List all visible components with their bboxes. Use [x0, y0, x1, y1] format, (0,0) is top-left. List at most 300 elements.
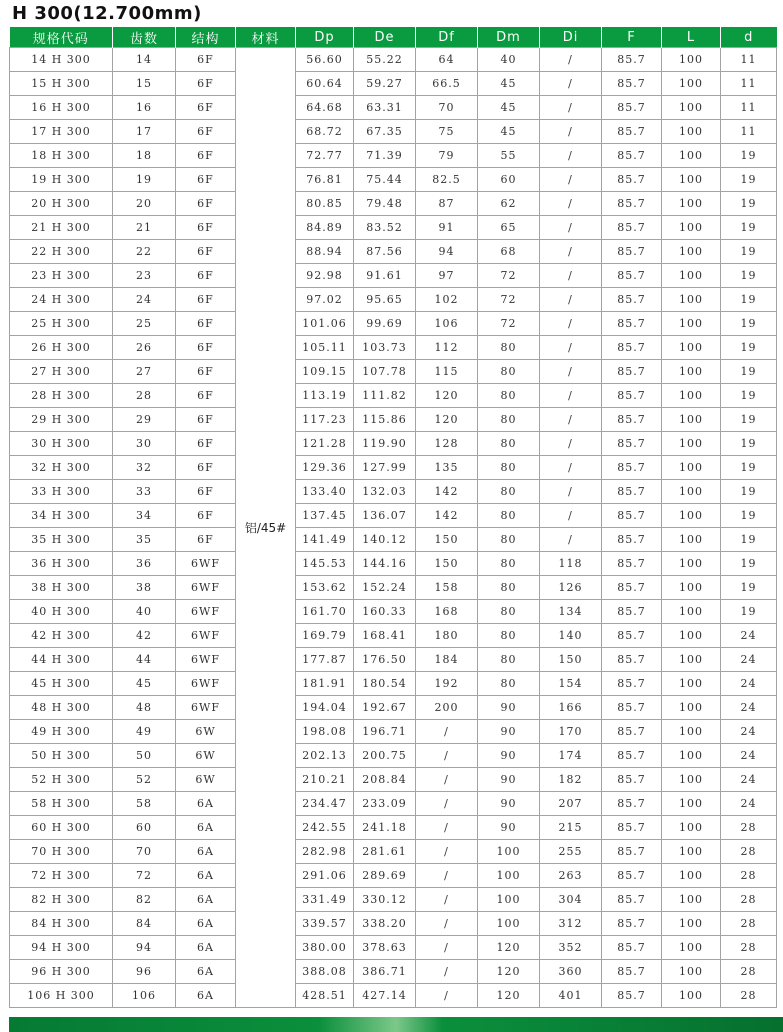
cell-d: 28	[721, 960, 777, 984]
cell-df: /	[416, 768, 478, 792]
cell-code: 40 H 300	[10, 600, 113, 624]
cell-teeth: 19	[113, 168, 176, 192]
cell-structure: 6F	[176, 240, 236, 264]
cell-l: 100	[662, 96, 721, 120]
cell-dm: 65	[478, 216, 540, 240]
cell-l: 100	[662, 816, 721, 840]
cell-structure: 6F	[176, 312, 236, 336]
table-row	[10, 768, 777, 792]
header-di: Di	[540, 27, 602, 48]
cell-dp: 92.98	[296, 264, 354, 288]
cell-l: 100	[662, 840, 721, 864]
cell-dm: 80	[478, 648, 540, 672]
cell-dm: 90	[478, 720, 540, 744]
cell-teeth: 35	[113, 528, 176, 552]
table-row	[10, 912, 777, 936]
cell-dm: 80	[478, 408, 540, 432]
cell-dp: 291.06	[296, 864, 354, 888]
cell-dp: 282.98	[296, 840, 354, 864]
cell-structure: 6A	[176, 960, 236, 984]
cell-d: 11	[721, 96, 777, 120]
cell-code: 23 H 300	[10, 264, 113, 288]
cell-dp: 133.40	[296, 480, 354, 504]
table-row	[10, 216, 777, 240]
cell-d: 19	[721, 552, 777, 576]
cell-di: /	[540, 504, 602, 528]
cell-d: 24	[721, 696, 777, 720]
cell-l: 100	[662, 888, 721, 912]
cell-di: 360	[540, 960, 602, 984]
table-row	[10, 888, 777, 912]
cell-l: 100	[662, 288, 721, 312]
table-row	[10, 744, 777, 768]
cell-dp: 113.19	[296, 384, 354, 408]
cell-de: 87.56	[354, 240, 416, 264]
cell-structure: 6F	[176, 336, 236, 360]
cell-df: 200	[416, 696, 478, 720]
cell-dm: 90	[478, 816, 540, 840]
cell-f: 85.7	[602, 168, 662, 192]
cell-d: 19	[721, 336, 777, 360]
cell-dp: 141.49	[296, 528, 354, 552]
cell-f: 85.7	[602, 456, 662, 480]
cell-de: 103.73	[354, 336, 416, 360]
header-material: 材料	[236, 27, 296, 48]
cell-f: 85.7	[602, 264, 662, 288]
cell-code: 106 H 300	[10, 984, 113, 1008]
cell-dp: 76.81	[296, 168, 354, 192]
cell-teeth: 49	[113, 720, 176, 744]
cell-di: /	[540, 408, 602, 432]
cell-dm: 80	[478, 480, 540, 504]
cell-de: 140.12	[354, 528, 416, 552]
table-row	[10, 528, 777, 552]
cell-di: 255	[540, 840, 602, 864]
header-dp: Dp	[296, 27, 354, 48]
cell-df: 102	[416, 288, 478, 312]
cell-teeth: 82	[113, 888, 176, 912]
cell-dp: 68.72	[296, 120, 354, 144]
cell-dm: 100	[478, 864, 540, 888]
cell-dp: 84.89	[296, 216, 354, 240]
cell-code: 20 H 300	[10, 192, 113, 216]
cell-code: 60 H 300	[10, 816, 113, 840]
cell-teeth: 58	[113, 792, 176, 816]
cell-f: 85.7	[602, 984, 662, 1008]
cell-l: 100	[662, 216, 721, 240]
cell-di: 182	[540, 768, 602, 792]
cell-dp: 60.64	[296, 72, 354, 96]
cell-l: 100	[662, 912, 721, 936]
cell-di: /	[540, 168, 602, 192]
cell-df: /	[416, 936, 478, 960]
table-row	[10, 936, 777, 960]
cell-de: 144.16	[354, 552, 416, 576]
cell-dp: 428.51	[296, 984, 354, 1008]
cell-l: 100	[662, 192, 721, 216]
cell-dm: 80	[478, 576, 540, 600]
cell-d: 19	[721, 240, 777, 264]
cell-dp: 181.91	[296, 672, 354, 696]
cell-l: 100	[662, 432, 721, 456]
cell-dp: 161.70	[296, 600, 354, 624]
cell-dm: 80	[478, 336, 540, 360]
cell-l: 100	[662, 480, 721, 504]
table-row	[10, 72, 777, 96]
cell-f: 85.7	[602, 288, 662, 312]
cell-d: 19	[721, 288, 777, 312]
cell-de: 79.48	[354, 192, 416, 216]
cell-d: 24	[721, 744, 777, 768]
cell-teeth: 24	[113, 288, 176, 312]
table-row	[10, 120, 777, 144]
cell-code: 84 H 300	[10, 912, 113, 936]
cell-df: 120	[416, 384, 478, 408]
cell-de: 115.86	[354, 408, 416, 432]
cell-df: 180	[416, 624, 478, 648]
cell-structure: 6F	[176, 96, 236, 120]
cell-df: 120	[416, 408, 478, 432]
cell-code: 33 H 300	[10, 480, 113, 504]
cell-l: 100	[662, 120, 721, 144]
cell-d: 28	[721, 912, 777, 936]
cell-dp: 137.45	[296, 504, 354, 528]
cell-di: /	[540, 96, 602, 120]
cell-f: 85.7	[602, 768, 662, 792]
cell-structure: 6F	[176, 192, 236, 216]
cell-f: 85.7	[602, 672, 662, 696]
cell-l: 100	[662, 408, 721, 432]
cell-df: 142	[416, 504, 478, 528]
cell-code: 22 H 300	[10, 240, 113, 264]
cell-teeth: 48	[113, 696, 176, 720]
cell-structure: 6F	[176, 360, 236, 384]
cell-di: 312	[540, 912, 602, 936]
cell-code: 14 H 300	[10, 48, 113, 72]
cell-f: 85.7	[602, 864, 662, 888]
cell-f: 85.7	[602, 408, 662, 432]
cell-dp: 105.11	[296, 336, 354, 360]
cell-f: 85.7	[602, 744, 662, 768]
cell-teeth: 16	[113, 96, 176, 120]
cell-de: 136.07	[354, 504, 416, 528]
cell-df: 135	[416, 456, 478, 480]
header-d: d	[721, 27, 777, 48]
cell-teeth: 72	[113, 864, 176, 888]
cell-teeth: 38	[113, 576, 176, 600]
cell-l: 100	[662, 144, 721, 168]
cell-code: 82 H 300	[10, 888, 113, 912]
cell-di: 140	[540, 624, 602, 648]
cell-l: 100	[662, 168, 721, 192]
cell-code: 25 H 300	[10, 312, 113, 336]
cell-structure: 6F	[176, 480, 236, 504]
cell-dm: 45	[478, 96, 540, 120]
table-row	[10, 48, 777, 72]
cell-di: /	[540, 192, 602, 216]
cell-dm: 68	[478, 240, 540, 264]
cell-dp: 388.08	[296, 960, 354, 984]
cell-de: 427.14	[354, 984, 416, 1008]
cell-dm: 60	[478, 168, 540, 192]
cell-di: 134	[540, 600, 602, 624]
cell-di: /	[540, 216, 602, 240]
cell-code: 30 H 300	[10, 432, 113, 456]
cell-d: 19	[721, 168, 777, 192]
table-row	[10, 648, 777, 672]
cell-d: 19	[721, 576, 777, 600]
cell-teeth: 42	[113, 624, 176, 648]
cell-code: 21 H 300	[10, 216, 113, 240]
cell-dm: 72	[478, 288, 540, 312]
cell-code: 27 H 300	[10, 360, 113, 384]
cell-code: 48 H 300	[10, 696, 113, 720]
cell-d: 19	[721, 432, 777, 456]
cell-structure: 6F	[176, 504, 236, 528]
table-row	[10, 864, 777, 888]
cell-de: 241.18	[354, 816, 416, 840]
cell-f: 85.7	[602, 720, 662, 744]
table-row	[10, 144, 777, 168]
cell-dm: 80	[478, 672, 540, 696]
cell-dm: 80	[478, 504, 540, 528]
table-row	[10, 552, 777, 576]
cell-de: 208.84	[354, 768, 416, 792]
cell-teeth: 36	[113, 552, 176, 576]
header-de: De	[354, 27, 416, 48]
cell-teeth: 45	[113, 672, 176, 696]
cell-de: 196.71	[354, 720, 416, 744]
cell-l: 100	[662, 624, 721, 648]
header-df: Df	[416, 27, 478, 48]
cell-df: 150	[416, 528, 478, 552]
cell-l: 100	[662, 696, 721, 720]
table-header-row	[10, 27, 777, 48]
cell-dm: 80	[478, 456, 540, 480]
cell-l: 100	[662, 360, 721, 384]
table-row	[10, 816, 777, 840]
cell-f: 85.7	[602, 432, 662, 456]
header-l: L	[662, 27, 721, 48]
cell-dp: 202.13	[296, 744, 354, 768]
cell-l: 100	[662, 312, 721, 336]
cell-structure: 6F	[176, 120, 236, 144]
cell-dm: 72	[478, 312, 540, 336]
cell-df: 75	[416, 120, 478, 144]
cell-structure: 6F	[176, 168, 236, 192]
cell-d: 28	[721, 816, 777, 840]
cell-dp: 198.08	[296, 720, 354, 744]
cell-dp: 331.49	[296, 888, 354, 912]
cell-code: 18 H 300	[10, 144, 113, 168]
cell-teeth: 60	[113, 816, 176, 840]
cell-de: 192.67	[354, 696, 416, 720]
cell-dp: 117.23	[296, 408, 354, 432]
cell-f: 85.7	[602, 600, 662, 624]
table-row	[10, 432, 777, 456]
cell-dp: 169.79	[296, 624, 354, 648]
cell-teeth: 33	[113, 480, 176, 504]
cell-dm: 90	[478, 768, 540, 792]
cell-d: 19	[721, 216, 777, 240]
table-row	[10, 792, 777, 816]
cell-f: 85.7	[602, 120, 662, 144]
cell-f: 85.7	[602, 792, 662, 816]
cell-code: 34 H 300	[10, 504, 113, 528]
cell-l: 100	[662, 336, 721, 360]
cell-dm: 80	[478, 432, 540, 456]
cell-teeth: 26	[113, 336, 176, 360]
cell-dm: 90	[478, 744, 540, 768]
cell-df: 66.5	[416, 72, 478, 96]
table-row	[10, 288, 777, 312]
cell-dp: 145.53	[296, 552, 354, 576]
cell-material: 铝/45#	[236, 48, 296, 1008]
cell-f: 85.7	[602, 240, 662, 264]
cell-teeth: 52	[113, 768, 176, 792]
cell-structure: 6A	[176, 792, 236, 816]
cell-di: /	[540, 240, 602, 264]
cell-di: /	[540, 288, 602, 312]
cell-d: 28	[721, 936, 777, 960]
cell-l: 100	[662, 72, 721, 96]
cell-di: /	[540, 480, 602, 504]
cell-di: /	[540, 120, 602, 144]
cell-d: 19	[721, 384, 777, 408]
cell-df: 142	[416, 480, 478, 504]
cell-l: 100	[662, 240, 721, 264]
cell-f: 85.7	[602, 216, 662, 240]
cell-di: 174	[540, 744, 602, 768]
cell-code: 72 H 300	[10, 864, 113, 888]
cell-teeth: 29	[113, 408, 176, 432]
cell-structure: 6WF	[176, 600, 236, 624]
cell-d: 24	[721, 720, 777, 744]
cell-df: 91	[416, 216, 478, 240]
cell-de: 83.52	[354, 216, 416, 240]
cell-d: 24	[721, 624, 777, 648]
cell-de: 107.78	[354, 360, 416, 384]
table-row	[10, 456, 777, 480]
cell-df: /	[416, 744, 478, 768]
header-code: 规格代码	[10, 27, 113, 48]
table-row	[10, 720, 777, 744]
cell-di: 215	[540, 816, 602, 840]
cell-dm: 90	[478, 792, 540, 816]
cell-teeth: 50	[113, 744, 176, 768]
cell-l: 100	[662, 456, 721, 480]
cell-structure: 6A	[176, 816, 236, 840]
cell-dm: 80	[478, 600, 540, 624]
cell-de: 59.27	[354, 72, 416, 96]
cell-dp: 339.57	[296, 912, 354, 936]
cell-df: 94	[416, 240, 478, 264]
cell-structure: 6A	[176, 864, 236, 888]
table-row	[10, 984, 777, 1008]
cell-de: 330.12	[354, 888, 416, 912]
cell-d: 19	[721, 192, 777, 216]
cell-de: 63.31	[354, 96, 416, 120]
cell-structure: 6W	[176, 768, 236, 792]
cell-dp: 64.68	[296, 96, 354, 120]
cell-code: 49 H 300	[10, 720, 113, 744]
cell-de: 160.33	[354, 600, 416, 624]
cell-d: 24	[721, 648, 777, 672]
cell-d: 19	[721, 528, 777, 552]
cell-l: 100	[662, 720, 721, 744]
table-row	[10, 696, 777, 720]
cell-df: 184	[416, 648, 478, 672]
cell-dm: 100	[478, 888, 540, 912]
cell-code: 15 H 300	[10, 72, 113, 96]
cell-dp: 101.06	[296, 312, 354, 336]
spec-table	[9, 27, 777, 1008]
cell-dp: 153.62	[296, 576, 354, 600]
cell-df: 158	[416, 576, 478, 600]
cell-df: 70	[416, 96, 478, 120]
header-structure: 结构	[176, 27, 236, 48]
cell-code: 70 H 300	[10, 840, 113, 864]
cell-dp: 234.47	[296, 792, 354, 816]
cell-d: 28	[721, 864, 777, 888]
cell-l: 100	[662, 552, 721, 576]
cell-f: 85.7	[602, 480, 662, 504]
cell-d: 19	[721, 600, 777, 624]
cell-di: 401	[540, 984, 602, 1008]
cell-f: 85.7	[602, 696, 662, 720]
cell-code: 35 H 300	[10, 528, 113, 552]
cell-l: 100	[662, 600, 721, 624]
cell-teeth: 21	[113, 216, 176, 240]
cell-di: /	[540, 384, 602, 408]
cell-df: 106	[416, 312, 478, 336]
table-row	[10, 240, 777, 264]
cell-dm: 100	[478, 840, 540, 864]
cell-de: 176.50	[354, 648, 416, 672]
cell-teeth: 22	[113, 240, 176, 264]
cell-d: 28	[721, 840, 777, 864]
cell-dm: 120	[478, 984, 540, 1008]
cell-dm: 80	[478, 552, 540, 576]
cell-f: 85.7	[602, 144, 662, 168]
cell-d: 28	[721, 888, 777, 912]
cell-dp: 242.55	[296, 816, 354, 840]
cell-code: 96 H 300	[10, 960, 113, 984]
cell-de: 95.65	[354, 288, 416, 312]
cell-d: 19	[721, 312, 777, 336]
cell-d: 24	[721, 792, 777, 816]
table-row	[10, 504, 777, 528]
cell-d: 19	[721, 144, 777, 168]
cell-structure: 6F	[176, 528, 236, 552]
cell-df: 192	[416, 672, 478, 696]
cell-f: 85.7	[602, 48, 662, 72]
cell-di: /	[540, 528, 602, 552]
cell-df: /	[416, 840, 478, 864]
cell-l: 100	[662, 768, 721, 792]
cell-l: 100	[662, 648, 721, 672]
cell-di: /	[540, 72, 602, 96]
cell-di: /	[540, 432, 602, 456]
cell-df: /	[416, 888, 478, 912]
table-row	[10, 96, 777, 120]
table-row	[10, 408, 777, 432]
cell-di: /	[540, 336, 602, 360]
cell-f: 85.7	[602, 360, 662, 384]
cell-de: 111.82	[354, 384, 416, 408]
cell-de: 180.54	[354, 672, 416, 696]
cell-di: /	[540, 264, 602, 288]
